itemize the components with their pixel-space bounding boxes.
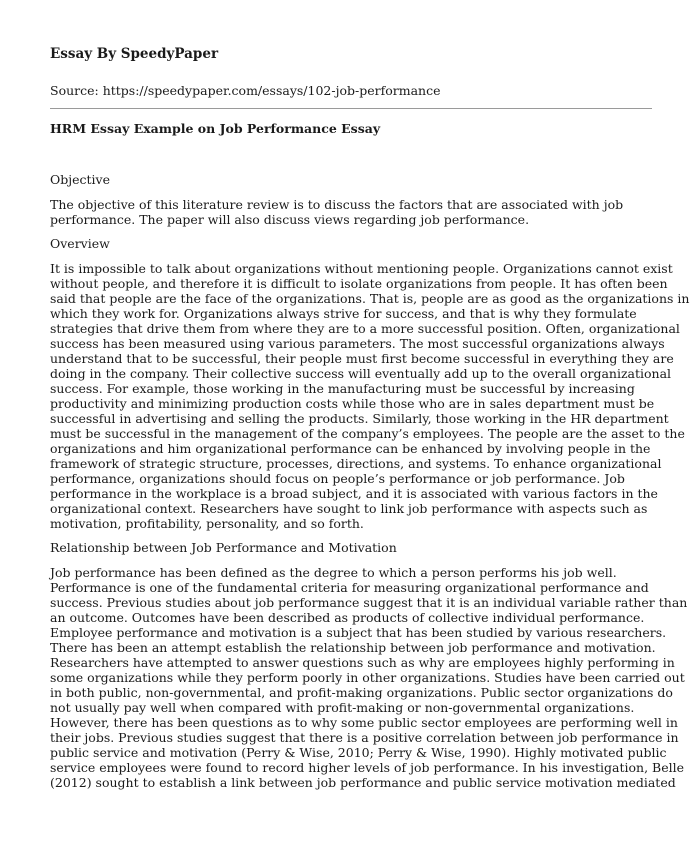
- section-heading-objective: Objective: [50, 172, 111, 187]
- text-line: Researchers have attempted to answer questions such as why are employees highly performing in: [50, 655, 675, 670]
- section-heading-motivation: Relationship between Job Performance and Motivation: [50, 540, 397, 555]
- section-paragraph-motivation: [50, 565, 688, 790]
- text-line: public service and motivation (Perry & Wise, 2010; Perry & Wise, 1990). Highly motivated public: [50, 745, 667, 760]
- text-line: performance in the workplace is a broad subject, and it is associated with various factors in the: [50, 486, 658, 501]
- text-line: success has been measured using various parameters. The most successful organizations always: [50, 336, 665, 351]
- text-line: (2012) sought to establish a link between job performance and public service motivation mediated: [50, 775, 676, 790]
- text-line: must be successful in the management of the company’s employees. The people are the asset to the: [50, 426, 685, 441]
- section-heading-overview: Overview: [50, 236, 110, 251]
- text-line: service employees were found to record higher levels of job performance. In his investigation, Belle: [50, 760, 684, 775]
- text-line: success. Previous studies about job performance suggest that it is an individual variable rather than: [50, 595, 688, 610]
- text-line: framework of strategic structure, processes, directions, and systems. To enhance organizational: [50, 456, 662, 471]
- text-line: successful in advertising and selling the products. Similarly, those working in the HR department: [50, 411, 669, 426]
- text-line: which they work for. Organizations always strive for success, and that is why they formulate: [50, 306, 637, 321]
- text-line: performance, organizations should focus on people’s performance or job performance. Job: [50, 471, 625, 486]
- text-line: performance. The paper will also discuss views regarding job performance.: [50, 212, 530, 227]
- text-line: The objective of this literature review is to discuss the factors that are associated with job: [50, 197, 624, 212]
- text-line: an outcome. Outcomes have been described as products of collective individual performance.: [50, 610, 645, 625]
- text-line: strategies that drive them from where they are to a more successful position. Often, organizational: [50, 321, 680, 336]
- section-paragraph-overview: [50, 261, 690, 531]
- document-header: [50, 44, 650, 100]
- text-line: motivation, profitability, personality, and so forth.: [50, 516, 364, 531]
- text-line: productivity and minimizing production costs while those who are in sales department must be: [50, 396, 655, 411]
- text-line: doing in the company. Their collective success will eventually add up to the overall organizational: [50, 366, 672, 381]
- text-line: said that people are the face of the organizations. That is, people are as good as the organizations in: [50, 291, 690, 306]
- text-line: understand that to be successful, their people must first become successful in everything they are: [50, 351, 674, 366]
- header-divider: [50, 108, 652, 109]
- source-line: Source: https://speedypaper.com/essays/102-job-performance: [50, 83, 441, 98]
- brand-title: Essay By SpeedyPaper: [50, 46, 219, 62]
- text-line: without people, and therefore it is difficult to isolate organizations from people. It has often been: [50, 276, 668, 291]
- section-paragraph-objective: [50, 197, 652, 227]
- text-line: Performance is one of the fundamental criteria for measuring organizational performance and: [50, 580, 649, 595]
- text-line: Job performance has been defined as the degree to which a person performs his job well.: [50, 565, 617, 580]
- text-line: some organizations while they perform poorly in other organizations. Studies have been carried out: [50, 670, 685, 685]
- text-line: Employee performance and motivation is a subject that has been studied by various researchers.: [50, 625, 667, 640]
- essay-body: [50, 172, 690, 799]
- text-line: not usually pay well when compared with profit-making or non-governmental organizations.: [50, 700, 635, 715]
- text-line: organizations and him organizational performance can be enhanced by involving people in the: [50, 441, 651, 456]
- text-line: It is impossible to talk about organizations without mentioning people. Organizations cannot exist: [50, 261, 673, 276]
- text-line: success. For example, those working in the manufacturing must be successful by increasing: [50, 381, 635, 396]
- text-line: in both public, non-governmental, and profit-making organizations. Public sector organizations do: [50, 685, 673, 700]
- text-line: organizational context. Researchers have sought to link job performance with aspects such as: [50, 501, 648, 516]
- essay-title: HRM Essay Example on Job Performance Essay: [50, 121, 381, 136]
- text-line: There has been an attempt establish the relationship between job performance and motivation.: [50, 640, 656, 655]
- text-line: their jobs. Previous studies suggest that there is a positive correlation between job performance in: [50, 730, 679, 745]
- text-line: However, there has been questions as to why some public sector employees are performing well in: [50, 715, 678, 730]
